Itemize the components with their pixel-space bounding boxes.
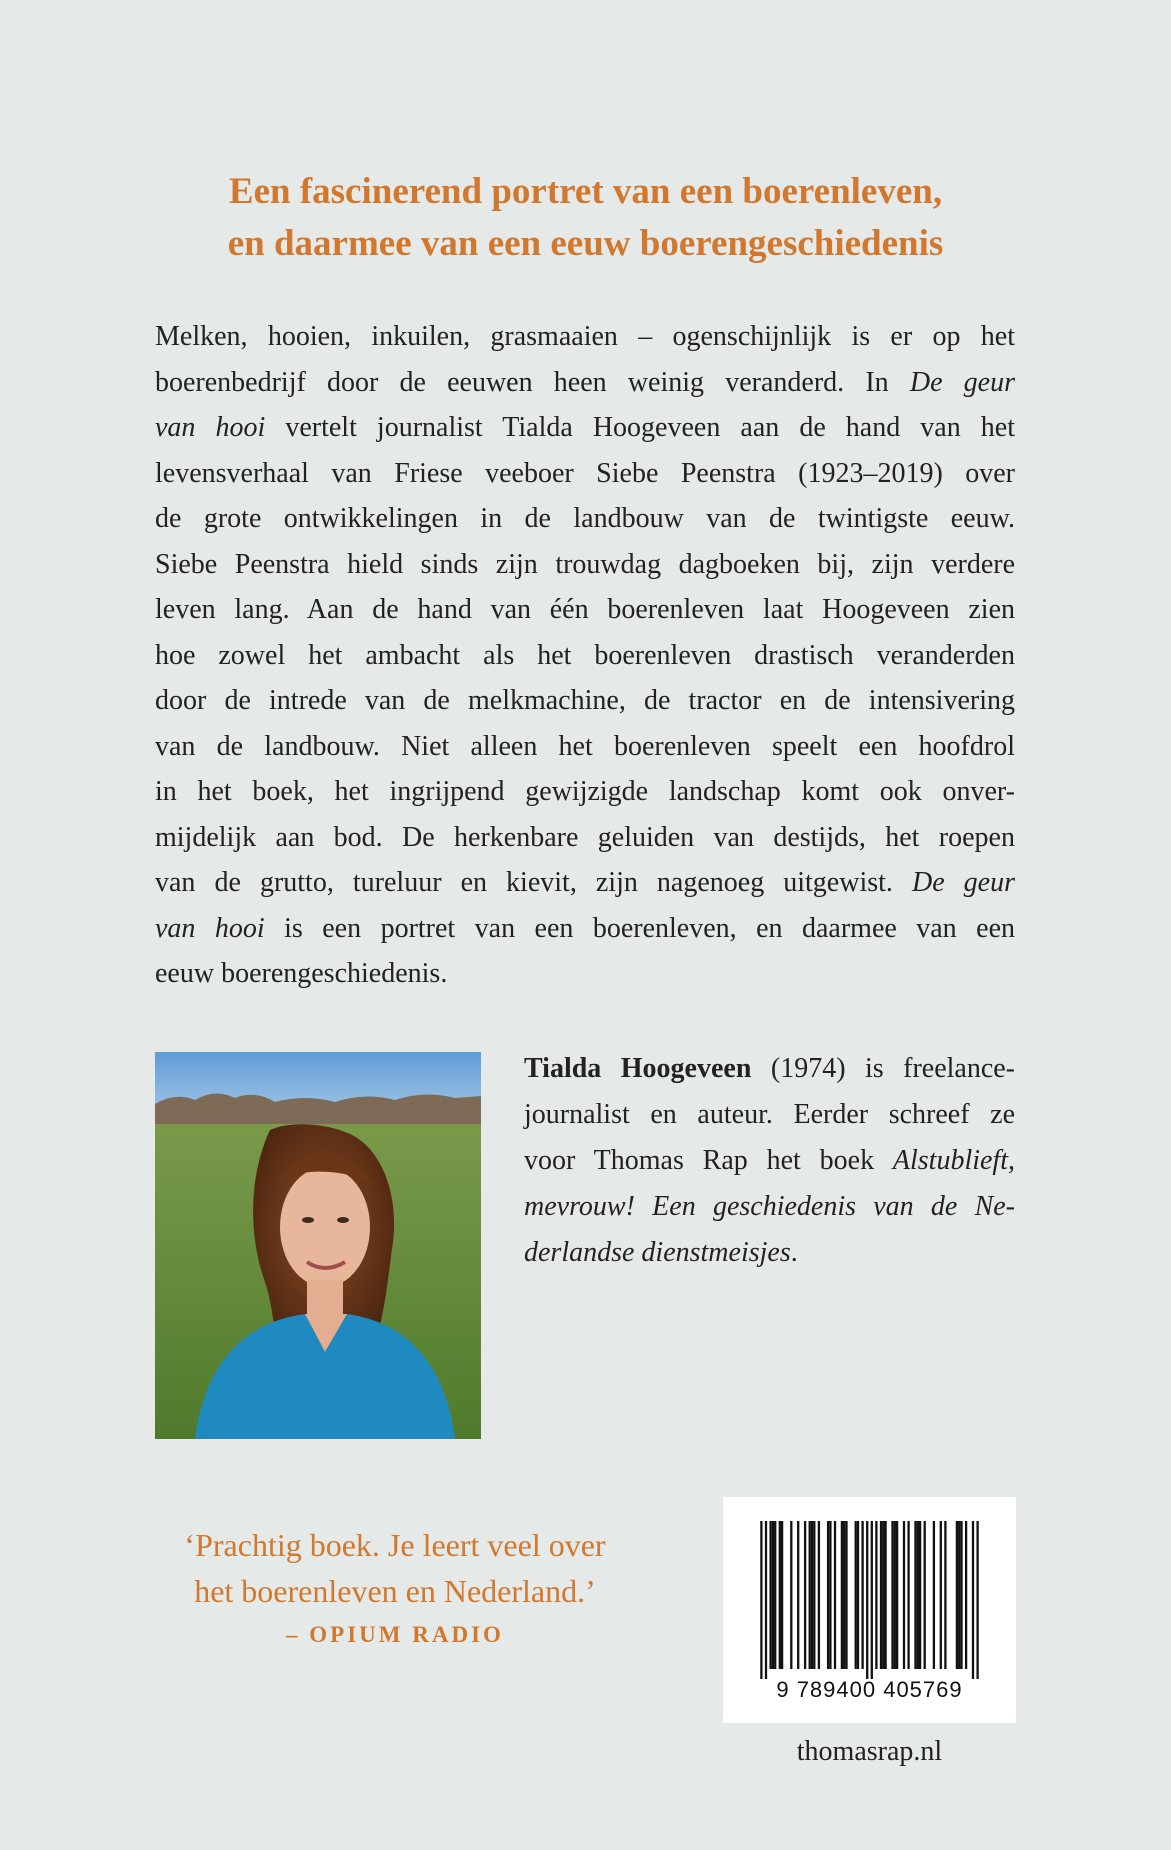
barcode-bar	[914, 1521, 916, 1669]
bio-line: derlandse dienstmeisjes.	[524, 1237, 798, 1268]
barcode-bar	[956, 1521, 958, 1669]
tagline-line-1: Een fascinerend portret van een boerenleven,	[228, 171, 943, 212]
barcode-digits: 9 789400 405769	[776, 1677, 963, 1702]
description-line: van hooi vertelt journalist Tialda Hoogeveen aan de hand van het	[155, 412, 1015, 443]
quote-source: – OPIUM RADIO	[286, 1622, 504, 1647]
barcode-bar	[843, 1521, 845, 1669]
description-line: boerenbedrijf door de eeuwen heen weinig veranderd. In De geur	[155, 366, 1015, 398]
barcode-bar	[896, 1521, 898, 1669]
description-line: door de intrede van de melkmachine, de tractor en de intensivering	[155, 685, 1015, 716]
barcode-bar	[940, 1521, 942, 1669]
bio-line	[524, 1184, 1015, 1230]
book-title-italic: van hooi	[155, 912, 265, 944]
barcode-bar	[781, 1521, 783, 1669]
author-name: Tialda Hoogeveen	[524, 1053, 752, 1084]
previous-book-title: mevrouw! Een geschiedenis van de Ne-	[524, 1191, 1015, 1222]
bio-line: Tialda Hoogeveen (1974) is freelance-	[524, 1053, 1016, 1084]
book-title-italic: De geur	[909, 366, 1015, 398]
review-quote	[120, 1522, 670, 1656]
barcode-bar	[760, 1521, 762, 1679]
barcode-bar	[779, 1521, 781, 1669]
barcode-bar	[841, 1521, 843, 1669]
barcode-bar	[958, 1521, 960, 1669]
barcode-bar	[875, 1521, 877, 1669]
barcode-bar	[894, 1521, 896, 1669]
quote-line-2: het boerenleven en Nederland.’	[194, 1573, 596, 1609]
barcode-bar	[811, 1521, 813, 1669]
barcode-bar	[866, 1521, 868, 1679]
barcode-bar	[769, 1521, 771, 1669]
barcode-bar	[809, 1521, 811, 1669]
barcode-bar	[944, 1521, 946, 1669]
description-line: leven lang. Aan de hand van één boerenleven laat Hoogeveen zien	[155, 594, 1015, 625]
tagline	[0, 166, 1171, 270]
barcode-bar	[972, 1521, 974, 1679]
description-line: eeuw boerengeschiedenis.	[155, 958, 448, 989]
barcode-bar	[965, 1521, 967, 1669]
barcode-bar	[861, 1521, 863, 1669]
description-line: van hooi is een portret van een boerenleven, en daarmee van een	[155, 912, 1015, 944]
isbn-barcode	[723, 1497, 1016, 1723]
barcode-bar	[834, 1521, 836, 1669]
barcode-bar	[845, 1521, 847, 1669]
barcode-bar	[855, 1521, 857, 1669]
barcode-bar	[891, 1521, 893, 1669]
barcode-bar	[871, 1521, 873, 1679]
book-title-italic: van hooi	[155, 412, 266, 443]
barcode-bar	[882, 1521, 884, 1669]
description-line: Melken, hooien, inkuilen, grasmaaien – ogenschijnlijk is er op het	[155, 321, 1015, 352]
barcode-bar	[813, 1521, 815, 1669]
barcode-bar	[772, 1521, 774, 1669]
barcode-bar	[829, 1521, 831, 1669]
barcode-bar	[884, 1521, 886, 1669]
description-line: Siebe Peenstra hield sinds zijn trouwdag dagboeken bij, zijn verdere	[155, 548, 1015, 580]
barcode-bar	[907, 1521, 909, 1669]
previous-book-title: Alstublieft,	[892, 1145, 1015, 1176]
description-line: van de landbouw. Niet alleen het boerenleven speelt een hoofdrol	[155, 730, 1015, 762]
barcode-bar	[880, 1521, 882, 1669]
publisher-website: thomasrap.nl	[796, 1736, 943, 1767]
description-line: in het boek, het ingrijpend gewijzigde landschap komt ook onver-	[155, 776, 1015, 807]
previous-book-title: derlandse dienstmeisjes	[524, 1237, 791, 1268]
description-line: hoe zowel het ambacht als het boerenleven drastisch veranderden	[155, 639, 1015, 671]
barcode-bar	[774, 1521, 776, 1669]
author-bio	[524, 1046, 1015, 1276]
barcode-bar	[804, 1521, 806, 1669]
book-description	[155, 314, 1015, 997]
description-line: levensverhaal van Friese veeboer Siebe Peenstra (1923–2019) over	[155, 457, 1015, 489]
barcode-bar	[857, 1521, 859, 1669]
barcode-bar	[903, 1521, 905, 1669]
tagline-line-2: en daarmee van een eeuw boerengeschiedenis	[227, 223, 944, 264]
barcode-bar	[960, 1521, 962, 1669]
bio-line: voor Thomas Rap het boek Alstublieft,	[524, 1145, 1015, 1176]
barcode-bar	[790, 1521, 792, 1669]
barcode-bar	[797, 1521, 799, 1669]
barcode-bar	[976, 1521, 978, 1679]
quote-line-1: ‘Prachtig boek. Je leert veel over	[184, 1527, 606, 1563]
description-line: mijdelijk aan bod. De herkenbare geluiden van destijds, het roepen	[155, 821, 1015, 853]
author-photo	[155, 1052, 481, 1439]
book-title-italic: De geur	[911, 867, 1015, 898]
barcode-bar	[917, 1521, 919, 1669]
bio-line: journalist en auteur. Eerder schreef ze	[524, 1099, 1015, 1130]
barcode-bar	[924, 1521, 926, 1669]
barcode-bar	[919, 1521, 921, 1669]
barcode-bar	[818, 1521, 820, 1669]
description-line: de grote ontwikkelingen in de landbouw van de twintigste eeuw.	[155, 503, 1015, 534]
barcode-bar	[933, 1521, 935, 1669]
description-line: van de grutto, tureluur en kievit, zijn nagenoeg uitgewist. De geur	[155, 867, 1015, 898]
barcode-bar	[765, 1521, 767, 1679]
barcode-bar	[827, 1521, 829, 1669]
